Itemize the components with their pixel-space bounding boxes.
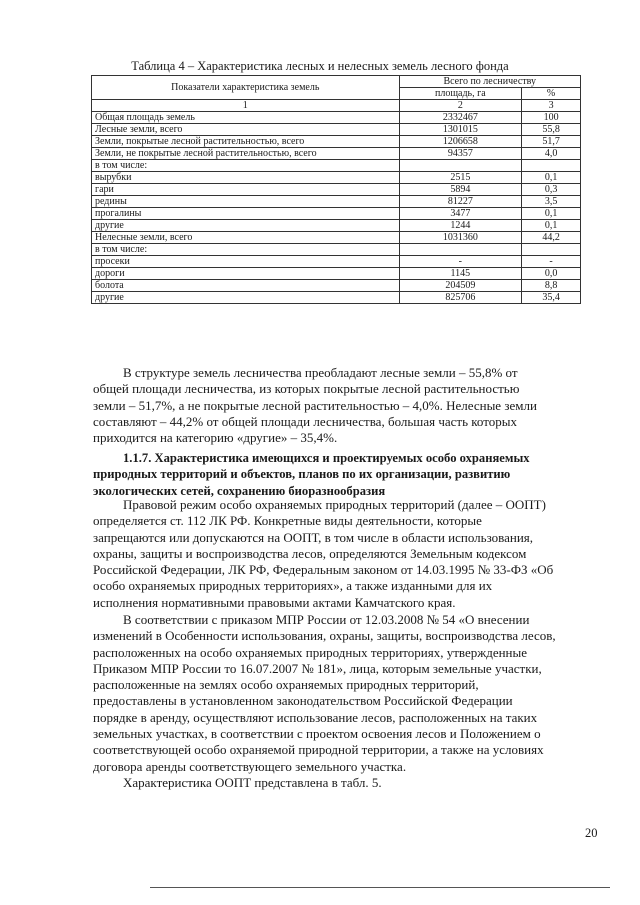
- column-number: 3: [522, 100, 581, 112]
- row-percent: 0,0: [522, 268, 581, 280]
- land-characteristics-table: [91, 75, 581, 304]
- table-column-number-row: [92, 100, 581, 112]
- row-area: [399, 244, 522, 256]
- table-row: [92, 160, 581, 172]
- table-header-row-1: [92, 76, 581, 88]
- text-line: расположенных на особо охраняемых природных территориях, утвержденные: [93, 644, 528, 660]
- row-percent: 4,0: [522, 148, 581, 160]
- row-label: в том числе:: [92, 160, 400, 172]
- row-area: [399, 160, 522, 172]
- column-number: 2: [399, 100, 522, 112]
- text-line: Правовой режим особо охраняемых природных территорий (далее – ООПТ): [123, 497, 546, 512]
- paragraph-land-structure: [93, 365, 595, 446]
- text-line: общей площади лесничества, из которых покрытые лесной растительностью: [93, 381, 520, 397]
- row-percent: 35,4: [522, 292, 581, 304]
- text-line: особо охраняемых природных территориях», а также изданными для их: [93, 578, 493, 594]
- row-area: 5894: [399, 184, 522, 196]
- row-area: 1145: [399, 268, 522, 280]
- table-row: [92, 244, 581, 256]
- text-line: порядке в аренду, осуществляют использование лесов, расположенных на таких: [93, 709, 538, 725]
- text-line: Российской Федерации, ЛК РФ, Федеральным законом от 14.03.1995 № 33-ФЗ «Об: [93, 562, 554, 578]
- table-row: [92, 208, 581, 220]
- table-row: [92, 136, 581, 148]
- row-percent: 0,3: [522, 184, 581, 196]
- row-percent: [522, 244, 581, 256]
- row-label: просеки: [92, 256, 400, 268]
- text-line: Приказом МПР России то 16.07.2007 № 181», лица, которым земельные участки,: [93, 660, 542, 676]
- text-line: исполнения нормативными правовыми актами Камчатского края.: [93, 594, 456, 610]
- row-label: в том числе:: [92, 244, 400, 256]
- row-percent: 100: [522, 112, 581, 124]
- heading-line: 1.1.7. Характеристика имеющихся и проектируемых особо охраняемых: [123, 451, 530, 465]
- row-area: 94357: [399, 148, 522, 160]
- footer-rule: [150, 887, 610, 888]
- row-percent: 0,1: [522, 172, 581, 184]
- row-label: дороги: [92, 268, 400, 280]
- table-row: [92, 148, 581, 160]
- row-label: Земли, покрытые лесной растительностью, всего: [92, 136, 400, 148]
- row-label: редины: [92, 196, 400, 208]
- header-percent: %: [522, 88, 581, 100]
- row-percent: 55,8: [522, 124, 581, 136]
- text-line: расположенные на землях особо охраняемых природных территорий,: [93, 677, 479, 693]
- row-area: 3477: [399, 208, 522, 220]
- row-percent: 8,8: [522, 280, 581, 292]
- table-row: [92, 292, 581, 304]
- text-line: охраны, защиты и воспроизводства лесов, определяются Земельным кодексом: [93, 545, 527, 561]
- table-row: [92, 280, 581, 292]
- header-indicator: Показатели характеристика земель: [92, 76, 400, 100]
- row-percent: 3,5: [522, 196, 581, 208]
- row-area: 2515: [399, 172, 522, 184]
- table-row: [92, 268, 581, 280]
- text-line: составляют – 44,2% от общей площади лесничества, большая часть которых: [93, 413, 517, 429]
- text-line: В структуре земель лесничества преобладают лесные земли – 55,8% от: [123, 365, 518, 380]
- row-label: вырубки: [92, 172, 400, 184]
- table-caption: Таблица 4 – Характеристика лесных и нелесных земель лесного фонда: [131, 59, 509, 73]
- table-row: [92, 112, 581, 124]
- text-line: предоставлены в установленном законодательством Российской Федерации: [93, 693, 513, 709]
- text-line: договора аренды соответствующего земельного участка.: [93, 758, 407, 774]
- row-label: прогалины: [92, 208, 400, 220]
- row-percent: 0,1: [522, 220, 581, 232]
- paragraph-order: [93, 612, 595, 775]
- table-row: [92, 172, 581, 184]
- text-line: земли – 51,7%, а не покрытые лесной растительностью – 4,0%. Нелесные земли: [93, 397, 537, 413]
- table-row: [92, 256, 581, 268]
- row-label: гари: [92, 184, 400, 196]
- row-area: -: [399, 256, 522, 268]
- row-label: Лесные земли, всего: [92, 124, 400, 136]
- section-heading: [93, 450, 595, 499]
- row-percent: -: [522, 256, 581, 268]
- page-number: 20: [585, 826, 598, 840]
- row-area: 825706: [399, 292, 522, 304]
- text-line: изменений в Особенности использования, охраны, защиты, воспроизводства лесов,: [93, 628, 556, 644]
- row-label: другие: [92, 292, 400, 304]
- row-label: Нелесные земли, всего: [92, 232, 400, 244]
- heading-line: природных территорий и объектов, планов по их организации, развитию: [93, 467, 511, 482]
- row-percent: 51,7: [522, 136, 581, 148]
- row-area: 81227: [399, 196, 522, 208]
- row-area: 1244: [399, 220, 522, 232]
- row-percent: 44,2: [522, 232, 581, 244]
- paragraph-reference: [93, 775, 595, 791]
- text-line: В соответствии с приказом МПР России от 12.03.2008 № 54 «О внесении: [123, 612, 530, 627]
- text-line: приходится на категорию «другие» – 35,4%.: [93, 430, 338, 446]
- table-row: [92, 232, 581, 244]
- header-total: Всего по лесничеству: [399, 76, 581, 88]
- text-line: запрещаются или допускаются на ООПТ, в том числе в области использования,: [93, 529, 534, 545]
- text-line: определяется ст. 112 ЛК РФ. Конкретные виды деятельности, которые: [93, 513, 482, 529]
- table-row: [92, 124, 581, 136]
- paragraph-legal-regime: [93, 497, 595, 611]
- row-area: 1301015: [399, 124, 522, 136]
- row-area: 2332467: [399, 112, 522, 124]
- row-label: Земли, не покрытые лесной растительностью, всего: [92, 148, 400, 160]
- row-label: болота: [92, 280, 400, 292]
- row-percent: [522, 160, 581, 172]
- table-row: [92, 196, 581, 208]
- heading-line: экологических сетей, сохранению биоразнообразия: [93, 483, 386, 498]
- text-line: соответствующей особо охраняемой природной территории, а также на условиях: [93, 742, 544, 758]
- text-line: земельных участках, в соответствии с проектом освоения лесов и Положением о: [93, 726, 541, 742]
- row-area: 1206658: [399, 136, 522, 148]
- text-line: Характеристика ООПТ представлена в табл. 5.: [123, 775, 382, 790]
- table-row: [92, 184, 581, 196]
- row-area: 204509: [399, 280, 522, 292]
- row-label: Общая площадь земель: [92, 112, 400, 124]
- row-area: 1031360: [399, 232, 522, 244]
- row-percent: 0,1: [522, 208, 581, 220]
- table-row: [92, 220, 581, 232]
- column-number: 1: [92, 100, 400, 112]
- row-label: другие: [92, 220, 400, 232]
- header-area: площадь, га: [399, 88, 522, 100]
